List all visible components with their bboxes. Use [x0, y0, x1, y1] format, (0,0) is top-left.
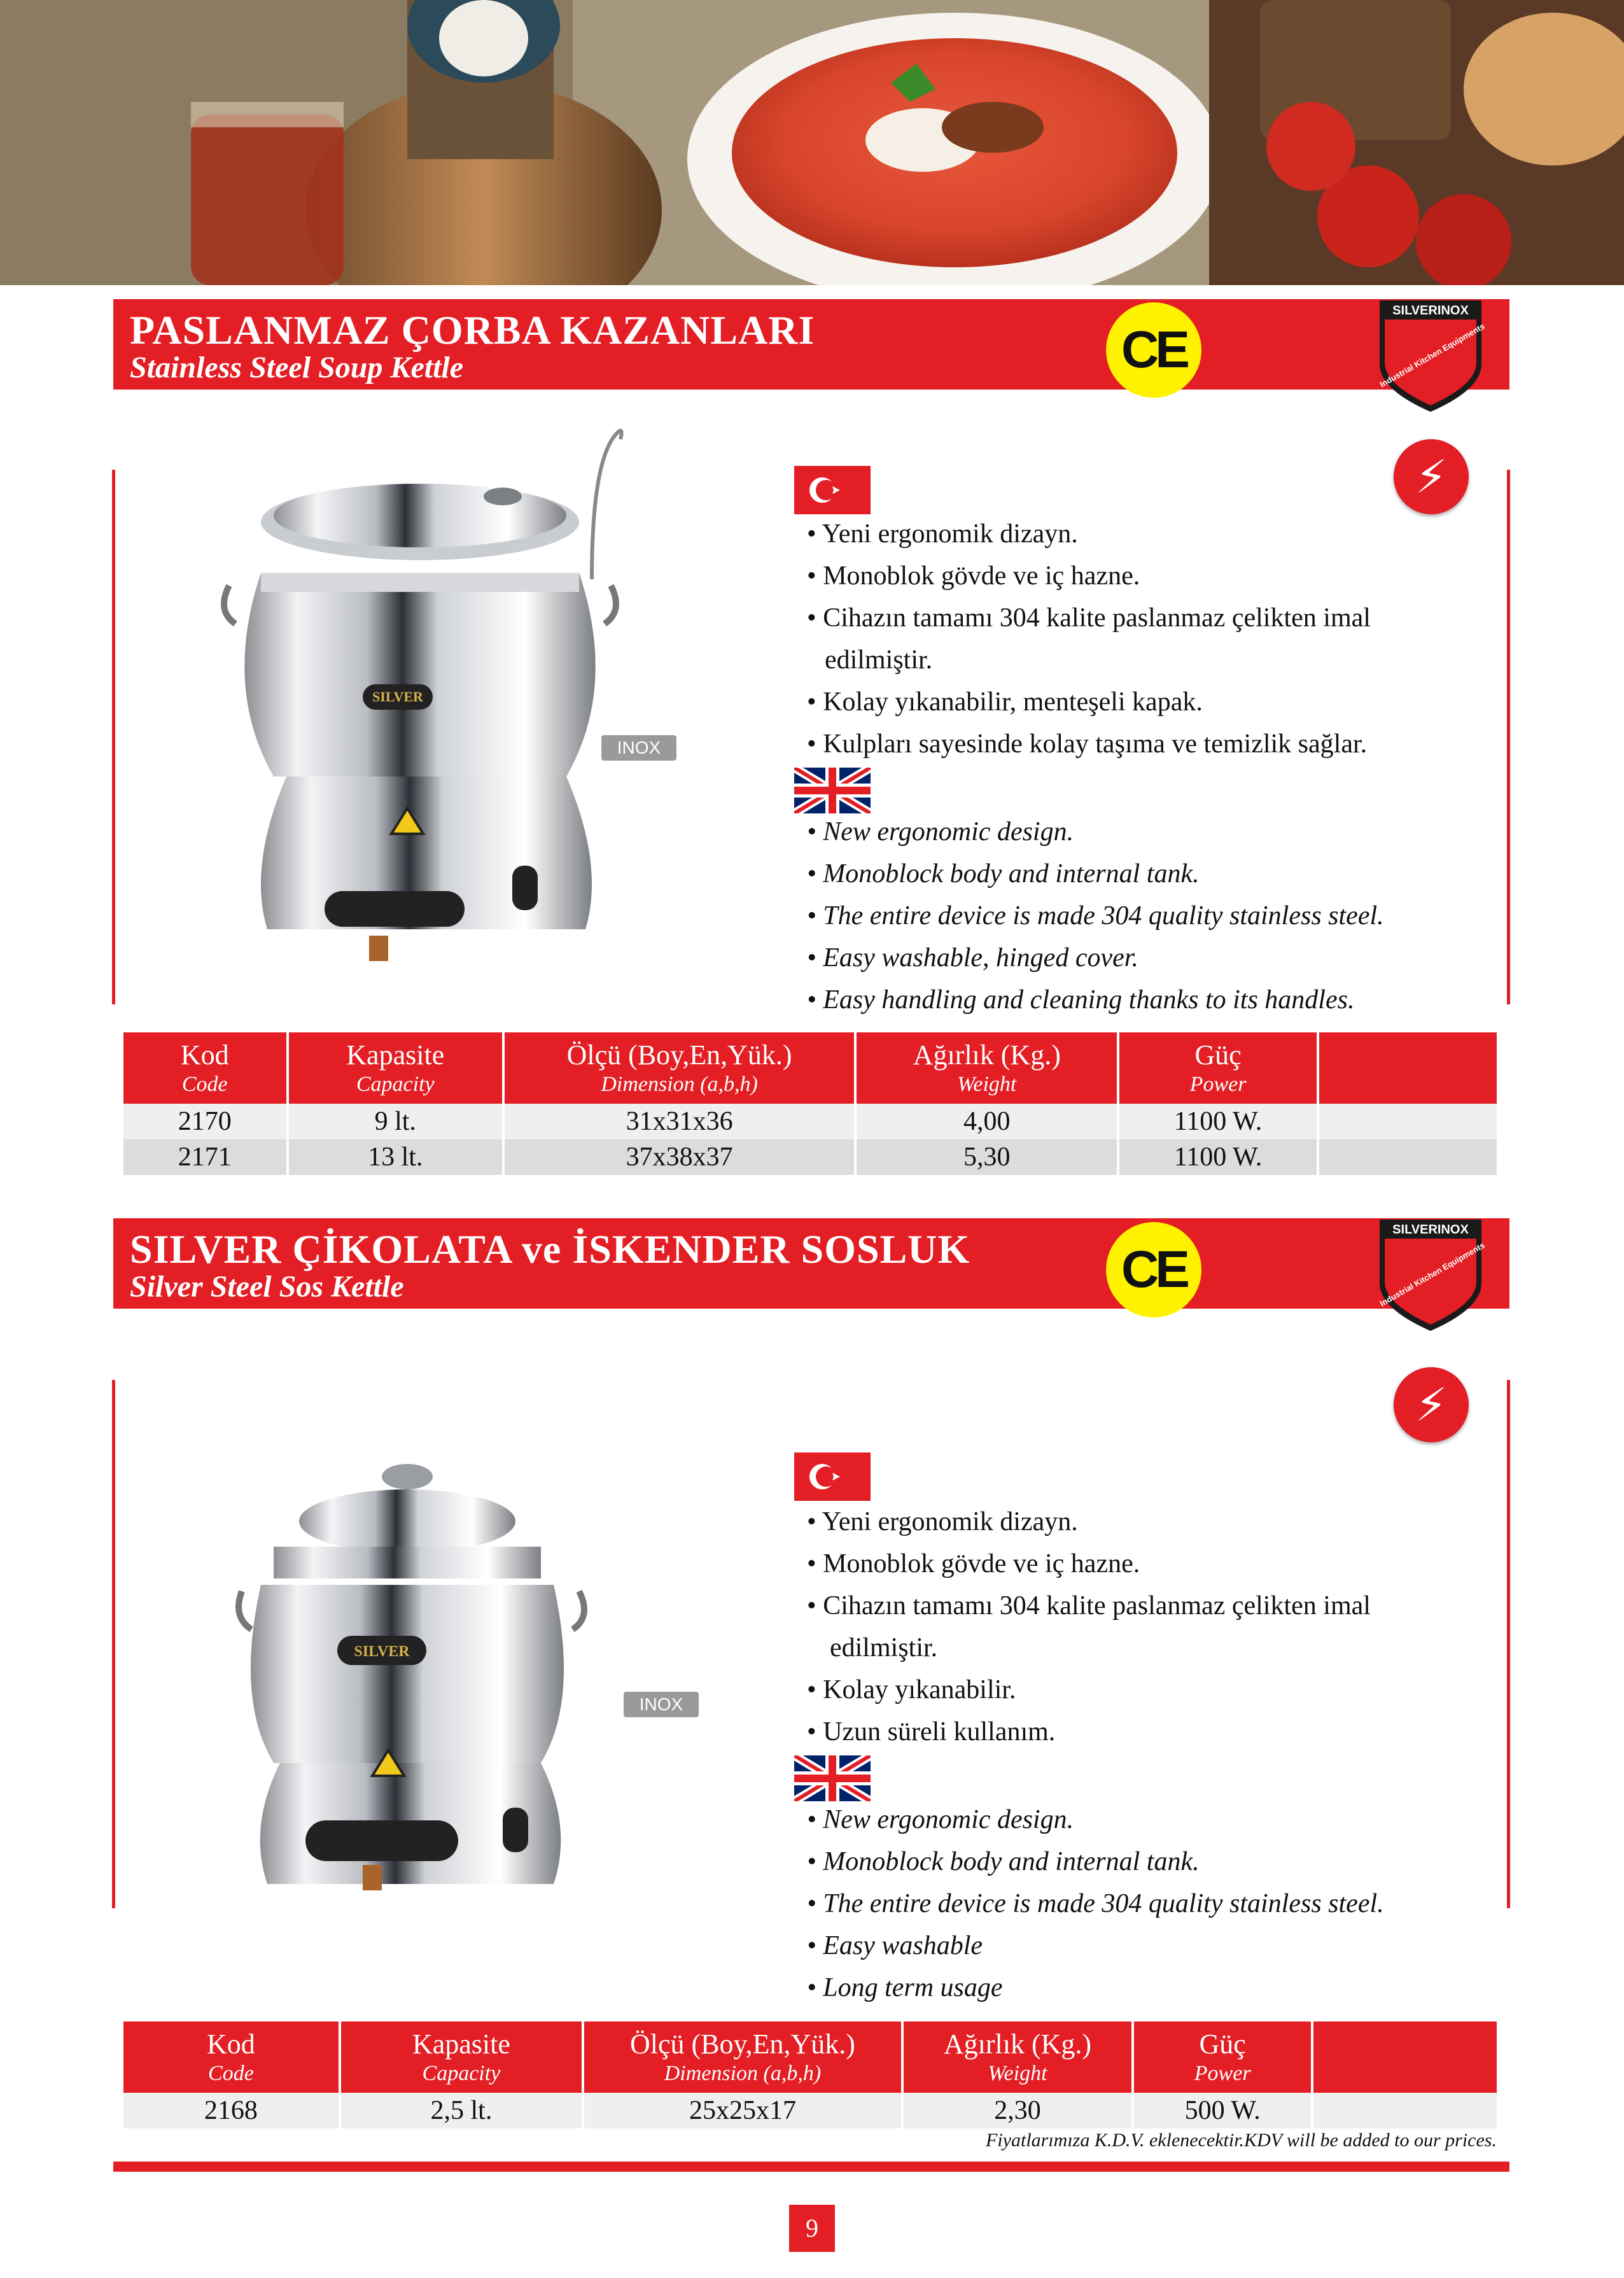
- uk-flag-icon: [794, 1755, 871, 1801]
- feature-tr-item: • Yeni ergonomik dizayn.: [807, 1507, 1078, 1536]
- table-header-row: [123, 1032, 1497, 1104]
- section1-subtitle: Stainless Steel Soup Kettle: [130, 351, 464, 384]
- feature-en-item: • Monoblock body and internal tank.: [807, 1847, 1200, 1876]
- section1-right-rule: [1507, 470, 1510, 1004]
- turkey-flag-icon: [794, 1452, 871, 1501]
- electric-bolt-icon: ⚡: [1394, 1367, 1469, 1442]
- section2-title: SILVER ÇİKOLATA ve İSKENDER SOSLUK: [130, 1227, 970, 1272]
- brand-name: SILVERINOX: [1392, 1223, 1469, 1237]
- table-header-row: [123, 2021, 1497, 2093]
- col-weight: Ağırlık (Kg.) Weight: [904, 2021, 1131, 2093]
- feature-tr-item: • Monoblok gövde ve iç hazne.: [807, 1549, 1140, 1578]
- shield-logo-icon: [1373, 1213, 1488, 1334]
- feature-tr-item: edilmiştir.: [825, 645, 933, 675]
- feature-en-item: • Monoblock body and internal tank.: [807, 859, 1200, 889]
- feature-en-item: • Easy handling and cleaning thanks to its handles.: [807, 985, 1355, 1015]
- section1-features-tr: [807, 513, 1371, 765]
- electric-bolt-icon: ⚡: [1394, 439, 1469, 514]
- brand-tagline: Industrial Kitchen Equipments: [1378, 1240, 1487, 1309]
- ce-mark-icon: CE: [1106, 302, 1201, 398]
- table-row: 2168 2,5 lt. 25x25x17 2,30 500 W.: [123, 2093, 1497, 2128]
- feature-en-item: • Long term usage: [807, 1973, 1003, 2002]
- table-row: 2170 9 lt. 31x31x36 4,00 1100 W.: [123, 1104, 1497, 1139]
- section2-banner: [113, 1218, 1509, 1309]
- col-dimension: Ölçü (Boy,En,Yük.) Dimension (a,b,h): [505, 1032, 854, 1104]
- ce-mark-icon: CE: [1106, 1222, 1201, 1318]
- feature-tr-item: • Cihazın tamamı 304 kalite paslanmaz çelikten imal: [807, 603, 1371, 633]
- feature-en-item: • The entire device is made 304 quality stainless steel.: [807, 901, 1384, 931]
- col-empty: [1319, 1032, 1497, 1104]
- section1-product-image: [210, 420, 643, 993]
- feature-tr-item: • Yeni ergonomik dizayn.: [807, 519, 1078, 549]
- section1-product-label: SILVER: [372, 689, 423, 705]
- col-power: Güç Power: [1134, 2021, 1311, 2093]
- feature-en-item: • New ergonomic design.: [807, 1805, 1074, 1834]
- section2-subtitle: Silver Steel Sos Kettle: [130, 1270, 404, 1304]
- feature-en-item: • The entire device is made 304 quality stainless steel.: [807, 1889, 1384, 1918]
- col-code: Kod Code: [123, 1032, 286, 1104]
- feature-tr-item: • Kulpları sayesinde kolay taşıma ve temizlik sağlar.: [807, 729, 1368, 759]
- col-empty: [1313, 2021, 1497, 2093]
- section2-left-rule: [112, 1380, 115, 1908]
- col-code: Kod Code: [123, 2021, 339, 2093]
- hero-photo: [0, 0, 1624, 285]
- feature-tr-item: • Cihazın tamamı 304 kalite paslanmaz çelikten imal: [807, 1591, 1371, 1621]
- feature-tr-item: • Kolay yıkanabilir.: [807, 1675, 1016, 1705]
- feature-tr-item: edilmiştir.: [830, 1633, 938, 1663]
- table-row: 2171 13 lt. 37x38x37 5,30 1100 W.: [123, 1139, 1497, 1175]
- section2-product-image: [235, 1445, 605, 1903]
- section2-right-rule: [1507, 1380, 1510, 1908]
- section2-features-en: [807, 1799, 1384, 2009]
- col-capacity: Kapasite Capacity: [341, 2021, 582, 2093]
- col-weight: Ağırlık (Kg.) Weight: [857, 1032, 1117, 1104]
- section1-inox-tag: INOX: [601, 735, 676, 761]
- section2-inox-tag: INOX: [624, 1692, 699, 1717]
- section1-banner: [113, 299, 1509, 390]
- shield-logo-icon: [1373, 294, 1488, 415]
- feature-en-item: • Easy washable, hinged cover.: [807, 943, 1138, 973]
- feature-tr-item: • Uzun süreli kullanım.: [807, 1717, 1056, 1747]
- page-number: 9: [789, 2205, 835, 2252]
- col-capacity: Kapasite Capacity: [289, 1032, 502, 1104]
- section1-left-rule: [112, 470, 115, 1004]
- brand-name: SILVERINOX: [1392, 304, 1469, 318]
- section1-spec-table: [121, 1032, 1499, 1175]
- section2-features-tr: [807, 1501, 1371, 1753]
- feature-tr-item: • Kolay yıkanabilir, menteşeli kapak.: [807, 687, 1203, 717]
- section1-title: PASLANMAZ ÇORBA KAZANLARI: [130, 307, 815, 353]
- feature-tr-item: • Monoblok gövde ve iç hazne.: [807, 561, 1140, 591]
- section2-spec-table: [121, 2021, 1499, 2128]
- section1-features-en: [807, 811, 1384, 1021]
- vat-note: Fiyatlarımıza K.D.V. eklenecektir.KDV will be added to our prices.: [986, 2130, 1497, 2151]
- uk-flag-icon: [794, 768, 871, 813]
- feature-en-item: • Easy washable: [807, 1931, 983, 1960]
- brand-tagline: Industrial Kitchen Equipments: [1378, 321, 1487, 390]
- col-dimension: Ölçü (Boy,En,Yük.) Dimension (a,b,h): [584, 2021, 901, 2093]
- section2-product-label: SILVER: [354, 1643, 410, 1660]
- footer-rule: [113, 2162, 1509, 2172]
- turkey-flag-icon: [794, 466, 871, 514]
- feature-en-item: • New ergonomic design.: [807, 817, 1074, 847]
- col-power: Güç Power: [1119, 1032, 1316, 1104]
